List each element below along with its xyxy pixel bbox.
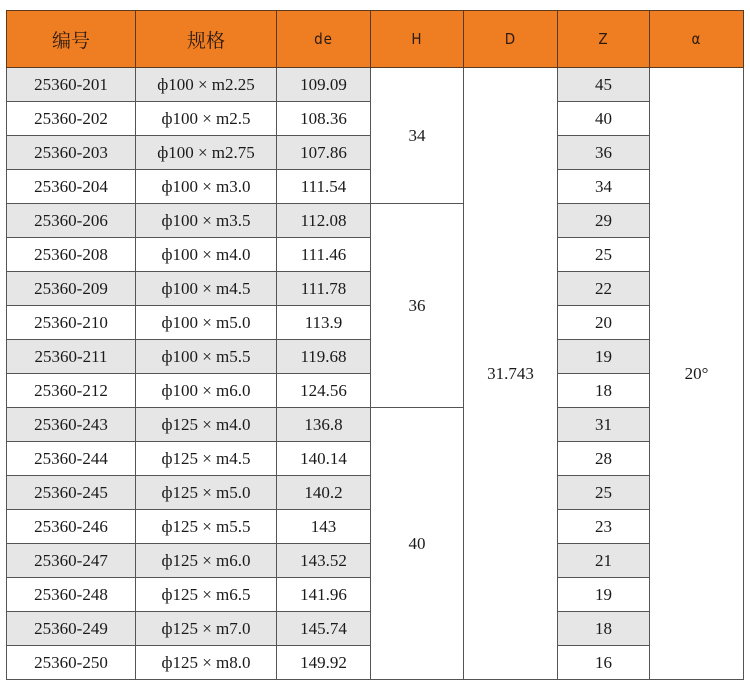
- cell-code: 25360-211: [7, 340, 136, 374]
- cell-spec: ф100 × m4.5: [136, 272, 277, 306]
- cell-de: 111.54: [277, 170, 371, 204]
- cell-de: 145.74: [277, 612, 371, 646]
- cell-code: 25360-203: [7, 136, 136, 170]
- cell-d: 31.743: [464, 68, 558, 680]
- spec-table: [6, 10, 744, 680]
- cell-spec: ф100 × m5.0: [136, 306, 277, 340]
- cell-spec: ф100 × m3.0: [136, 170, 277, 204]
- cell-code: 25360-243: [7, 408, 136, 442]
- cell-spec: ф100 × m2.75: [136, 136, 277, 170]
- cell-spec: ф125 × m5.5: [136, 510, 277, 544]
- cell-code: 25360-208: [7, 238, 136, 272]
- cell-z: 34: [558, 170, 650, 204]
- cell-z: 21: [558, 544, 650, 578]
- header-z: Z: [558, 11, 650, 68]
- cell-z: 19: [558, 340, 650, 374]
- cell-z: 23: [558, 510, 650, 544]
- cell-code: 25360-247: [7, 544, 136, 578]
- cell-code: 25360-210: [7, 306, 136, 340]
- cell-z: 29: [558, 204, 650, 238]
- cell-z: 40: [558, 102, 650, 136]
- cell-code: 25360-246: [7, 510, 136, 544]
- cell-z: 20: [558, 306, 650, 340]
- cell-z: 22: [558, 272, 650, 306]
- header-row: [7, 11, 744, 68]
- cell-z: 31: [558, 408, 650, 442]
- header-de: de: [277, 11, 371, 68]
- cell-de: 140.14: [277, 442, 371, 476]
- cell-code: 25360-206: [7, 204, 136, 238]
- cell-de: 136.8: [277, 408, 371, 442]
- cell-z: 28: [558, 442, 650, 476]
- cell-code: 25360-249: [7, 612, 136, 646]
- cell-spec: ф125 × m5.0: [136, 476, 277, 510]
- cell-z: 25: [558, 476, 650, 510]
- cell-de: 113.9: [277, 306, 371, 340]
- cell-h: 40: [371, 408, 464, 680]
- cell-de: 124.56: [277, 374, 371, 408]
- table-row: [7, 408, 744, 442]
- cell-z: 36: [558, 136, 650, 170]
- cell-de: 140.2: [277, 476, 371, 510]
- cell-de: 108.36: [277, 102, 371, 136]
- cell-code: 25360-212: [7, 374, 136, 408]
- cell-z: 16: [558, 646, 650, 680]
- cell-alpha: 20°: [650, 68, 744, 680]
- cell-spec: ф125 × m4.0: [136, 408, 277, 442]
- cell-de: 111.78: [277, 272, 371, 306]
- cell-z: 45: [558, 68, 650, 102]
- cell-de: 143: [277, 510, 371, 544]
- cell-spec: ф125 × m7.0: [136, 612, 277, 646]
- cell-de: 109.09: [277, 68, 371, 102]
- cell-h: 34: [371, 68, 464, 204]
- cell-z: 18: [558, 374, 650, 408]
- cell-de: 111.46: [277, 238, 371, 272]
- cell-code: 25360-204: [7, 170, 136, 204]
- cell-spec: ф125 × m8.0: [136, 646, 277, 680]
- header-d: D: [464, 11, 558, 68]
- cell-de: 107.86: [277, 136, 371, 170]
- cell-z: 25: [558, 238, 650, 272]
- cell-spec: ф100 × m2.25: [136, 68, 277, 102]
- cell-h: 36: [371, 204, 464, 408]
- cell-de: 143.52: [277, 544, 371, 578]
- cell-spec: ф125 × m6.0: [136, 544, 277, 578]
- cell-de: 141.96: [277, 578, 371, 612]
- cell-code: 25360-250: [7, 646, 136, 680]
- header-spec: 规格: [136, 11, 277, 68]
- cell-de: 149.92: [277, 646, 371, 680]
- table-row: [7, 68, 744, 102]
- cell-code: 25360-201: [7, 68, 136, 102]
- cell-spec: ф125 × m6.5: [136, 578, 277, 612]
- cell-spec: ф100 × m4.0: [136, 238, 277, 272]
- cell-spec: ф100 × m2.5: [136, 102, 277, 136]
- cell-spec: ф100 × m5.5: [136, 340, 277, 374]
- table-row: [7, 204, 744, 238]
- cell-code: 25360-202: [7, 102, 136, 136]
- cell-code: 25360-209: [7, 272, 136, 306]
- header-alpha: α: [650, 11, 744, 68]
- cell-de: 112.08: [277, 204, 371, 238]
- cell-de: 119.68: [277, 340, 371, 374]
- cell-code: 25360-248: [7, 578, 136, 612]
- cell-spec: ф100 × m6.0: [136, 374, 277, 408]
- cell-spec: ф100 × m3.5: [136, 204, 277, 238]
- header-h: H: [371, 11, 464, 68]
- cell-code: 25360-244: [7, 442, 136, 476]
- cell-z: 18: [558, 612, 650, 646]
- cell-code: 25360-245: [7, 476, 136, 510]
- cell-spec: ф125 × m4.5: [136, 442, 277, 476]
- header-code: 编号: [7, 11, 136, 68]
- cell-z: 19: [558, 578, 650, 612]
